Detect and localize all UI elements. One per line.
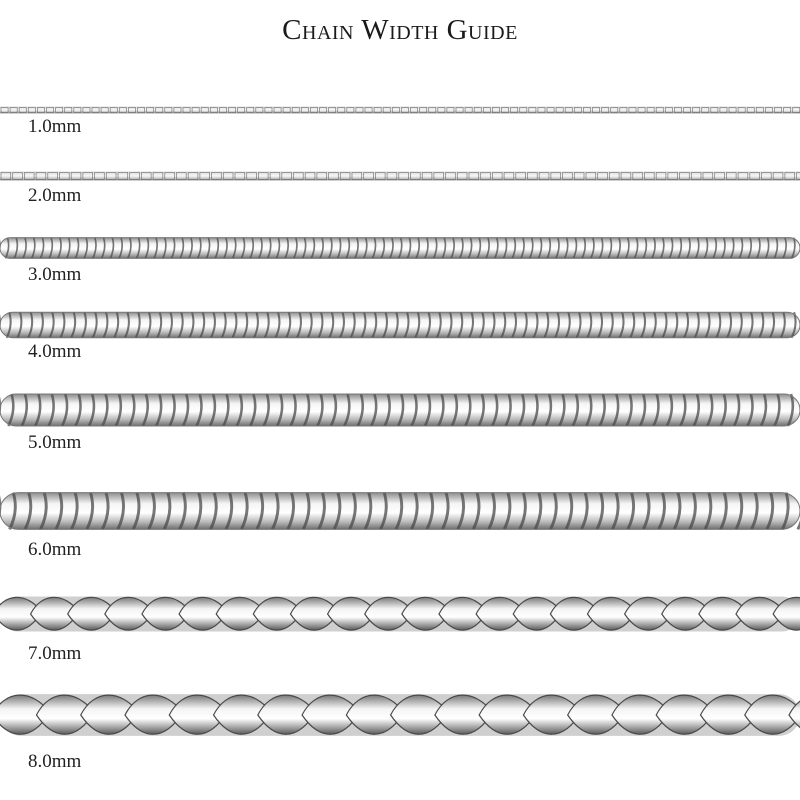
chain-label-3mm: 3.0mm: [28, 264, 82, 285]
chain-5mm-image: [0, 390, 800, 430]
chain-7mm-image: [0, 588, 800, 640]
chain-label-1mm: 1.0mm: [28, 116, 82, 137]
chain-label-5mm: 5.0mm: [28, 432, 82, 453]
chain-label-8mm: 8.0mm: [28, 751, 82, 772]
page-title: Chain Width Guide: [282, 14, 518, 46]
chain-8mm-image: [0, 684, 800, 746]
chain-label-2mm: 2.0mm: [28, 185, 82, 206]
chain-label-6mm: 6.0mm: [28, 539, 82, 560]
chain-label-4mm: 4.0mm: [28, 341, 82, 362]
chain-6mm-image: [0, 488, 800, 534]
chain-label-7mm: 7.0mm: [28, 643, 82, 664]
chain-1mm-image: [0, 103, 800, 117]
chain-4mm-image: [0, 309, 800, 341]
chain-3mm-image: [0, 235, 800, 261]
chain-2mm-image: [0, 167, 800, 185]
